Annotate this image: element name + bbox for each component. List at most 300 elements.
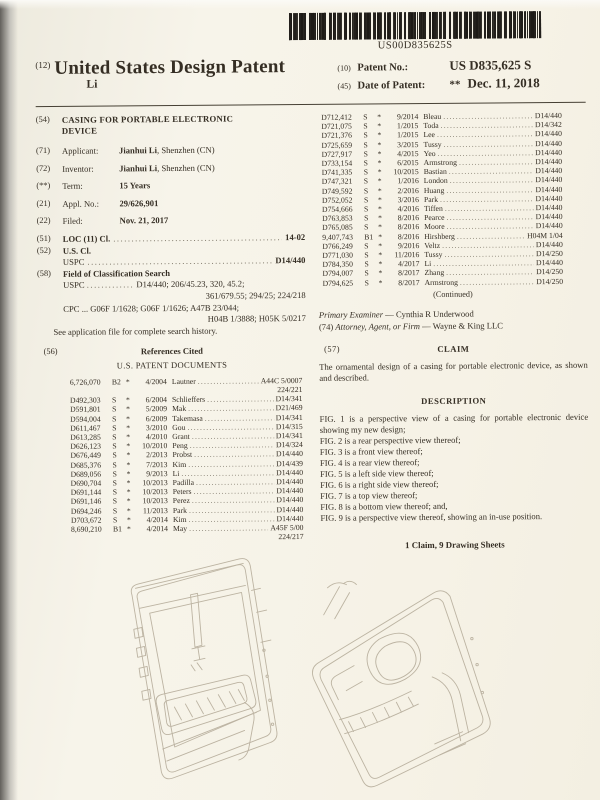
references-cited-heading [38,345,307,357]
us-cl-label: U.S. Cl. [62,245,92,256]
ref-date: 3/2015 [397,139,419,149]
field-code: (71) [35,145,51,156]
ref-asterisk: * [378,213,382,223]
ref-patent-number: D689,056 [70,469,102,479]
ref-asterisk: * [126,423,131,433]
dot-leader [189,523,268,533]
fos-uspc-values-1: D14/440; 206/45.23, 320, 45.2; [136,278,245,290]
ref-classification: D21/469 [275,403,303,413]
dot-leader [113,232,282,243]
ref-kind-code: S [112,404,117,414]
ref-date: 10/2015 [393,167,419,177]
ref-patent-number: D747,321 [321,177,353,187]
field-74-code: (74) [318,322,334,333]
ref-classification: H04M 1/04 [527,230,563,240]
body-columns [36,111,589,553]
uspc-label: USPC [62,256,85,268]
field-label: Applicant: [61,145,99,156]
ref-kind-code: S [112,413,117,424]
ref-patent-number: D703,672 [70,515,102,525]
ref-inventor-name: Park [172,505,187,515]
ref-inventor-name: Pearce [424,213,445,223]
ref-kind-code: S [112,450,117,460]
ref-classification: D14/440 [535,147,563,157]
ref-inventor-name: Kim [172,514,187,524]
ref-date: 5/2009 [145,404,168,414]
ref-inventor-name: Lautner [171,376,196,386]
ref-date: 6/2009 [145,413,168,423]
ref-inventor-name: Toda [423,121,439,131]
ref-inventor-name: Tiffen [423,203,443,214]
ref-patent-number: 8,690,210 [70,524,102,534]
ref-date: 4/2010 [145,431,168,442]
field-of-search-row [37,267,306,279]
figure-description-line: FIG. 1 is a perspective view of a casing for portable electronic device showing my new design; [319,411,589,435]
ref-kind-code: S [112,469,117,479]
ref-patent-number: D492,303 [69,395,101,405]
ref-inventor-name: Yeo [423,148,436,158]
ref-inventor-name: Lee [423,130,435,140]
references-cited-title: References Cited [140,345,203,356]
primary-examiner-line [319,308,588,320]
ref-inventor-name: Tussy [423,139,442,149]
ref-patent-number: D771,030 [322,250,353,260]
ref-classification: D14/440 [535,184,563,194]
ref-classification: A45F 5/00 [270,522,304,533]
ref-kind-code: S [363,149,368,159]
ref-patent-number: D727,917 [321,149,353,159]
figure-description-line: FIG. 4 is a rear view thereof; [319,456,420,468]
ref-inventor-name: Takemasa [172,413,203,423]
document-header [35,54,584,97]
ref-inventor-name: Park [423,194,439,204]
ref-inventor-name: London [423,176,448,186]
barcode-block [289,11,541,52]
ref-classification: D14/440 [535,175,563,185]
ref-asterisk: * [125,377,130,387]
ref-date: 4/2016 [397,204,420,214]
ref-classification: D14/440 [276,476,304,487]
claims-sheets-summary: 1 Claim, 9 Drawing Sheets [405,538,505,550]
ref-patent-number: D725,659 [321,140,353,150]
dot-leader [207,394,273,404]
ref-patent-number: D712,412 [321,112,352,122]
ref-inventor-name: Probst [172,450,193,460]
us-patent-documents-subheading: U.S. PATENT DOCUMENTS [116,359,228,371]
ref-kind-code: S [112,459,117,470]
ref-date: 8/2016 [397,222,420,232]
attorney-label: Attorney, Agent, or Firm [335,321,421,333]
ref-classification: D14/440 [276,513,304,523]
ref-inventor-name: Huang [423,185,445,195]
ref-date: 1/2016 [397,176,419,186]
uspc-row [37,255,306,267]
loc-label: LOC (11) Cl. [62,233,111,244]
figure-description-line: FIG. 8 is a bottom view thereof; and, [320,500,448,512]
ref-inventor-name: Grant [172,431,190,441]
field-value: 15 Years [119,180,151,191]
ref-date: 4/2017 [398,259,420,269]
patent-figure-1 [93,550,293,796]
ref-patent-number: D690,704 [70,478,102,488]
ref-asterisk: * [377,204,382,214]
kind-code-label: (12) [35,59,51,71]
ref-date: 9/2013 [146,468,168,478]
ref-asterisk: * [126,478,131,488]
ref-patent-number: D763,853 [322,213,353,224]
field-code: (**) [36,181,51,191]
ref-kind-code: S [364,268,369,278]
field-label: Appl. No.: [62,198,100,209]
ref-patent-number: D676,449 [70,450,102,461]
ref-kind-code: S [111,395,117,405]
ref-classification-cont: 224/217 [278,532,304,542]
dot-leader [198,376,259,386]
references-list-left [38,376,308,544]
ref-date: 9/2016 [397,240,420,251]
fos-cpc-values-1: G06F 1/1628; G06F 1/1626; A47B 23/044; [90,302,240,314]
ref-date: 8/2017 [398,277,420,287]
figure-2-drawing [283,568,533,800]
fos-cpc-line-2: H04B 1/3888; H05K 5/0217 [207,313,306,324]
ref-kind-code: S [363,112,368,122]
ref-date: 6/2004 [145,395,168,405]
search-history-note: See application file for complete search history. [53,325,218,337]
field-code: (72) [36,163,51,173]
ref-patent-number: D611,467 [70,423,101,433]
ref-kind-code: S [363,176,369,186]
ref-asterisk: * [377,149,382,159]
patent-number-row [337,57,584,75]
invention-title: CASING FOR PORTABLE ELECTRONIC DEVICE [61,113,234,136]
ref-date: 3/2010 [145,422,168,432]
loc-class-row [37,232,306,244]
attorney-firm-name: — Wayne & King LLC [419,320,503,332]
ref-classification: D14/440 [535,221,563,231]
ref-asterisk: * [126,413,131,423]
figure-description-line: FIG. 5 is a left side view thereof; [320,467,434,479]
reference-entry [323,277,564,288]
ref-asterisk: * [378,259,383,269]
field-value: 29/626,901 [119,197,159,209]
ref-patent-number: D794,625 [322,278,354,288]
ref-classification: D14/440 [276,486,304,496]
header-rule [36,102,586,107]
header-title-block [35,56,337,97]
ref-classification-cont: 224/221 [277,384,303,395]
ref-kind-code: S [112,423,117,433]
ref-date: 2/2016 [397,185,419,195]
ref-patent-number: D685,376 [70,460,102,470]
ref-classification: D14/440 [276,495,304,505]
ref-date: 3/2016 [397,194,419,205]
ref-classification: D14/440 [535,138,563,148]
field-label: Term: [62,180,83,192]
ref-asterisk: * [377,139,382,149]
ref-date: 10/2013 [142,487,168,497]
ref-date: 4/2015 [397,148,419,159]
ref-asterisk: * [377,176,382,186]
figure-description-line: FIG. 9 is a perspective view thereof, showing an in-use position. [320,510,543,523]
ref-kind-code: S [363,186,369,196]
date-label: Date of Patent: [357,80,426,92]
ref-patent-number: D794,007 [322,269,354,279]
ref-inventor-name: Schlieffers [171,394,206,405]
ref-asterisk: * [126,459,131,469]
field-label: Inventor: [62,163,94,174]
fos-cpc-line [37,301,306,313]
ref-classification: D14/341 [275,430,303,441]
ref-inventor-name: Zhang [424,268,445,278]
field-code: (22) [36,216,51,226]
ref-asterisk: * [126,441,131,451]
figure-description-line: FIG. 6 is a right side view thereof; [320,478,439,490]
ref-asterisk: * [126,487,131,497]
bibliographic-fields [36,144,305,226]
ref-kind-code: S [363,140,368,150]
loc-value: 14-02 [285,231,306,243]
ref-kind-code: S [364,213,369,223]
ref-asterisk: * [126,469,131,479]
ref-patent-number: D613,285 [70,432,101,442]
ref-kind-code: S [364,241,369,251]
barcode-image [289,11,541,40]
ref-kind-code: S [363,167,369,177]
header-patent-info [337,54,584,95]
date-value: Dec. 11, 2018 [467,75,540,91]
figure-description-line: FIG. 7 is a top view thereof; [320,489,418,501]
right-column [317,111,589,551]
ref-kind-code: B1 [364,232,374,242]
ref-kind-code: S [364,278,369,288]
ref-kind-code: S [112,496,118,506]
ref-kind-code: S [112,487,118,497]
patent-figure-2 [283,568,533,800]
ref-date: 8/2016 [397,231,420,241]
field-54-code: (54) [35,114,50,125]
ref-asterisk: * [126,432,131,442]
ref-classification: D14/440 [535,202,563,213]
ref-classification: D14/342 [534,120,562,130]
dot-leader [87,255,272,266]
ref-patent-number: D721,075 [321,121,352,132]
ref-classification: D14/440 [535,239,563,249]
ref-classification: D14/440 [535,156,563,167]
patent-date-row [337,75,584,93]
ref-patent-number: 9,407,743 [322,232,354,242]
field-of-search-label: Field of Classification Search [62,267,171,279]
ref-classification: D14/440 [534,129,562,139]
ref-classification: D14/440 [276,504,304,514]
ref-inventor-name: Kim [172,459,187,469]
ref-asterisk: * [377,112,382,122]
fos-uspc-line-2: 361/679.55; 294/25; 224/218 [205,289,306,301]
fos-uspc-line: USPC ............. D14/440; 206/45.23, 320, 45.2; [63,278,245,291]
reference-entry [70,376,303,396]
biblio-field-row [36,144,305,156]
ref-asterisk: * [377,195,382,205]
ref-kind-code: S [112,432,117,442]
ref-kind-code: S [364,222,369,232]
dot-leader [457,231,525,241]
field-58-code: (58) [36,268,51,278]
fos-cpc-label: CPC ... [63,303,89,314]
field-label: Filed: [62,216,83,227]
ref-classification: D14/315 [275,421,303,431]
uspc-value: D14/440 [275,255,306,266]
ref-asterisk: * [126,524,131,534]
field-57-code: (57) [324,345,341,355]
ref-patent-number: D691,144 [70,487,102,497]
figure-description-line: FIG. 3 is a front view thereof; [319,445,423,457]
ref-kind-code: S [363,195,369,205]
ref-patent-number: D754,666 [321,204,353,214]
barcode-number: US00D835625S [377,39,453,52]
ref-classification: D14/440 [535,212,563,222]
claim-text: The ornamental design of a casing for portable electronic device, as shown and described. [319,360,588,383]
description-heading: DESCRIPTION [421,395,487,406]
reference-row [70,376,303,387]
ref-patent-number: D694,246 [70,506,102,516]
ref-asterisk: * [378,278,383,288]
inventor-surname: Li [86,78,98,91]
ref-classification: D14/250 [536,267,564,277]
ref-kind-code: S [112,441,117,451]
date-code: (45) [337,81,351,91]
ref-patent-number: D741,335 [321,167,353,178]
claim-heading [319,343,588,355]
ref-date: 4/2014 [146,524,169,534]
primary-examiner-label: Primary Examiner [318,309,384,320]
ref-asterisk: * [377,167,382,177]
ref-date: 8/2017 [398,268,420,278]
ref-patent-number: D691,146 [70,496,102,507]
ref-date: 7/2013 [146,459,168,469]
ref-date: 10/2010 [142,441,168,451]
ref-inventor-name: Li [424,259,432,269]
ref-inventor-name: Li [172,468,180,478]
ref-asterisk: * [126,496,131,506]
figure-1-drawing [93,550,293,796]
ref-inventor-name: Veltz [424,240,441,250]
ref-classification: D14/440 [534,110,562,121]
ref-classification: D14/250 [535,248,563,259]
ref-patent-number: D626,123 [70,441,101,451]
page-title: United States Design Patent [54,56,286,79]
references-list-right [317,111,587,288]
attorney-line [319,320,588,332]
field-value: Nov. 21, 2017 [119,215,169,226]
ref-kind-code: S [363,158,368,168]
ref-asterisk: * [378,250,383,260]
ref-inventor-name: Peters [172,487,192,497]
ref-asterisk: * [126,515,131,525]
biblio-field-row [37,214,306,226]
ref-inventor-name: Mak [172,404,187,414]
claim-title: CLAIM [437,344,470,355]
ref-kind-code: B2 [111,377,121,387]
field-51-code: (51) [36,233,51,244]
figure-description-list [320,411,589,523]
ref-kind-code: S [112,478,117,488]
ref-classification: D14/341 [275,412,303,422]
ref-patent-number: D752,052 [321,195,353,205]
ref-asterisk: * [377,121,382,131]
ref-asterisk: * [377,185,382,196]
ref-patent-number: D733,154 [321,158,353,168]
ref-patent-number: 6,726,070 [69,377,101,387]
ref-date: 10/2013 [142,496,168,506]
ref-asterisk: * [125,395,130,405]
ref-patent-number: D765,085 [322,223,353,233]
ref-asterisk: * [126,404,130,414]
term-asterisks: ** [449,78,461,91]
ref-date: 11/2013 [142,505,168,515]
ref-date: 8/2016 [397,213,420,223]
ref-kind-code: S [364,259,369,269]
ref-date: 4/2004 [145,376,167,386]
ref-classification: D14/440 [275,449,303,459]
ref-asterisk: * [378,268,383,278]
field-value: Jianhui Li, Shenzhen (CN) [119,162,215,174]
ref-kind-code: B1 [112,524,123,534]
ref-patent-number: D591,801 [70,404,101,415]
ref-inventor-name: Armstrong [423,157,457,168]
ref-date: 11/2016 [394,250,420,260]
ref-inventor-name: Bastian [423,167,447,177]
us-class-row [37,244,306,256]
ref-classification: D14/341 [275,394,303,404]
ref-classification: D14/250 [536,276,564,286]
patent-no-code: (10) [337,63,351,73]
field-code: (21) [36,198,51,208]
ref-kind-code: S [112,506,118,516]
ref-asterisk: * [378,231,383,242]
continued-note: (Continued) [433,289,473,299]
ref-classification: D14/440 [535,193,563,203]
ref-classification: D14/439 [276,458,304,468]
ref-asterisk: * [378,241,383,251]
ref-classification: D14/324 [275,440,303,450]
ref-inventor-name: Peng [172,441,188,451]
ref-asterisk: * [126,505,131,515]
ref-inventor-name: Gou [172,422,186,432]
ref-asterisk: * [126,450,131,460]
ref-date: 10/2013 [142,477,168,488]
ref-kind-code: S [363,130,368,140]
ref-kind-code: S [112,515,118,525]
ref-date: 6/2015 [397,158,419,168]
ref-classification: D14/440 [535,166,563,176]
biblio-field-row [36,197,305,209]
ref-patent-number: D594,004 [70,414,101,424]
ref-date: 2/2013 [146,450,168,460]
ref-patent-number: D784,350 [322,259,354,270]
ref-date: 1/2015 [397,130,419,140]
primary-examiner-name: — Cynthia R Underwood [382,308,474,320]
patent-no-label: Patent No.: [357,62,409,74]
ref-asterisk: * [378,222,383,232]
ref-inventor-name: Bleau [423,111,442,122]
ref-patent-number: D749,592 [321,186,353,196]
reference-entry [71,523,304,543]
ref-inventor-name: May [172,523,188,533]
field-56-code: (56) [43,346,58,356]
ref-inventor-name: Moore [424,222,445,232]
field-52-code: (52) [36,245,51,255]
ref-patent-number: D766,249 [322,241,353,251]
ref-kind-code: S [364,250,369,260]
